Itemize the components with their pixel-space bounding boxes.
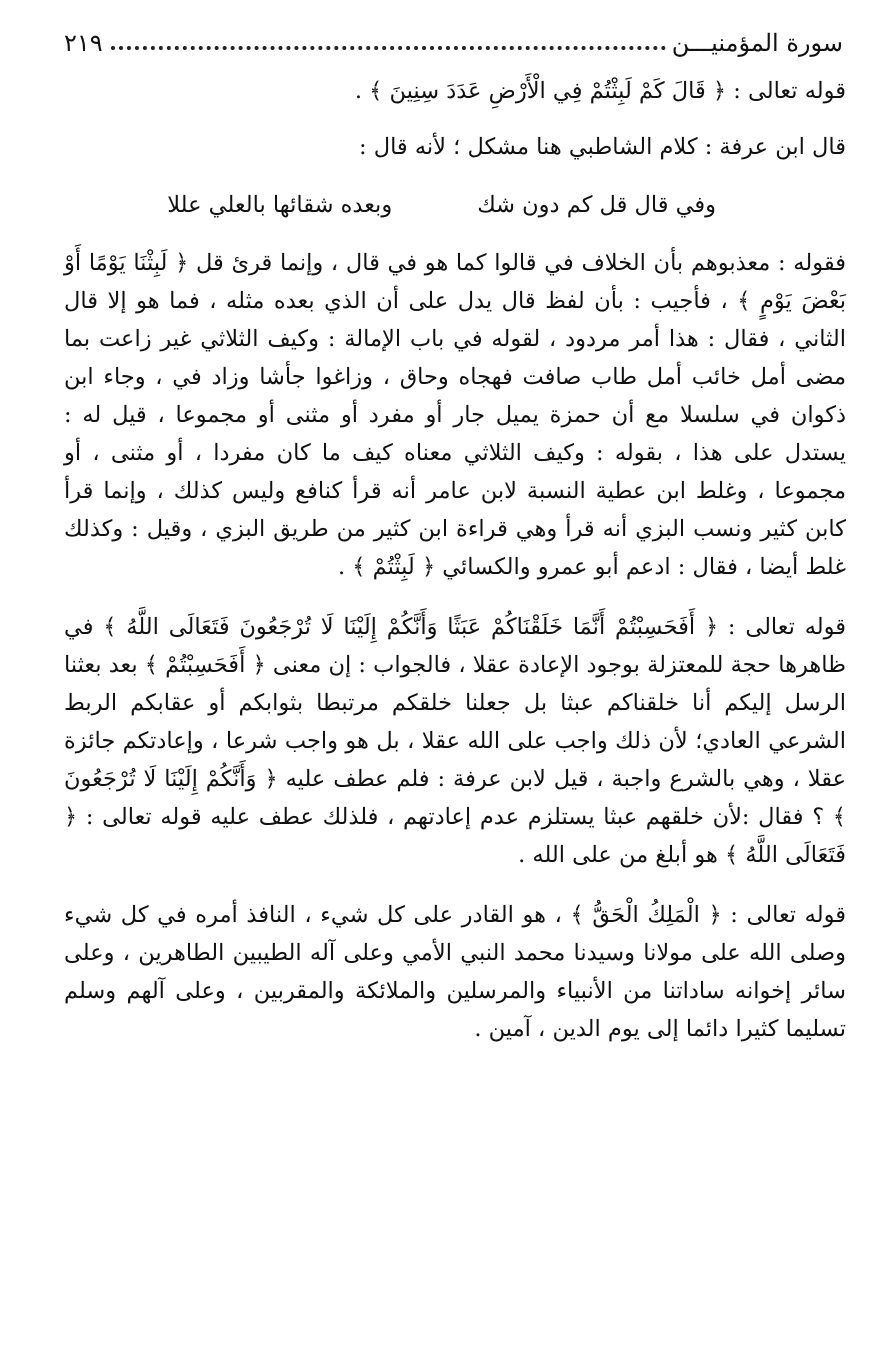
paragraph-afahasibtum: قوله تعالى : ﴿ أَفَحَسِبْتُمْ أَنَّمَا خَلَقْنَاكُمْ عَبَثًا وَأَنَّكُمْ إِلَيْنَا لَا تُرْجَعُونَ فَتَعَالَى اللَّهُ ﴾ في ظاهرها حجة للمعتزلة بوجود الإعادة عقلا ، فالجواب : إن معنى ﴿ أَفَحَسِبْتُمْ ﴾ بعد بعثنا الرسل إليكم أنا خلقناكم عبثا بل جعلنا خلقكم مرتبطا بثوابكم أو عقابكم الربط الشرعي العادي؛ لأن ذلك واجب على الله عقلا ، بل هو واجب شرعا ، وإعادتكم جائزة عقلا ، وهي بالشرع واجبة ، قيل لابن عرفة : فلم عطف عليه ﴿ وَأَنَّكُمْ إِلَيْنَا لَا تُرْجَعُونَ ﴾ ؟ فقال :لأن خلقهم عبثا يستلزم عدم إعادتهم ، فلذلك عطف عليه قوله تعالى : ﴿ فَتَعَالَى اللَّهُ ﴾ هو أبلغ من على الله . <box>64 614 846 868</box>
paragraph-commentary: فقوله : معذبوهم بأن الخلاف في قالوا كما هو في قال ، وإنما قرئ قل ﴿ لَبِثْنَا يَوْمًا أَوْ بَعْضَ يَوْمٍ ﴾ ، فأجيب : بأن لفظ قال يدل على أن الذي بعده مثله ، فما هو إلا قال الثاني ، فقال : هذا أمر مردود ، لقوله في باب الإمالة : وكيف الثلاثي غير زاعت بما مضى أمل خائب أمل طاب صافت فهجاه وحاق ، وزاغوا جأشا وزاد في ، وجاء ابن ذكوان في سلسلا مع أن حمزة يميل جار أو مفرد أو مثنى أو مجموعا ، قيل له : يستدل على هذا ، بقوله : وكيف الثلاثي معناه كيف ما كان مفردا ، أو مثنى ، أو مجموعا ، وغلط ابن عطية النسبة لابن عامر أنه قرأ كنافع وليس كذلك ، وإنما قرأ كابن كثير ونسب البزي أنه قرأ وهي قراءة ابن كثير من طريق البزي ، وقيل : وكذلك غلط أيضا ، فقال : ادعم أبو عمرو والكسائي ﴿ لَبِثْتُمْ ﴾ . <box>64 250 846 580</box>
spacer <box>64 224 846 244</box>
spacer <box>64 110 846 128</box>
paragraph-ibn-arafa: قال ابن عرفة : كلام الشاطبي هنا مشكل ؛ لأنه قال : <box>358 134 846 160</box>
dotted-leader <box>111 46 666 50</box>
poem-hemistich-first: وفي قال قل كم دون شك <box>477 192 716 218</box>
spacer <box>64 874 846 896</box>
spacer <box>64 166 846 186</box>
paragraph-verse-intro: قوله تعالى : ﴿ قَالَ كَمْ لَبِثْتُمْ فِي الْأَرْضِ عَدَدَ سِنِينَ ﴾ . <box>354 78 846 104</box>
poem-verse <box>64 186 846 224</box>
page-body <box>64 72 846 1048</box>
page-number: ٢١٩ <box>64 29 103 57</box>
paragraph-closing: قوله تعالى : ﴿ الْمَلِكُ الْحَقُّ ﴾ ، هو القادر على كل شيء ، النافذ أمره في كل شيء وصلى الله على مولانا وسيدنا محمد النبي الأمي وعلى آله الطيبين الطاهرين ، وعلى سائر إخوانه ساداتنا من الأنبياء والمرسلين والملائكة والمقربين ، وعلى آلهم وسلم تسليما كثيرا دائما إلى يوم الدين ، آمين . <box>64 902 846 1042</box>
spacer <box>64 586 846 608</box>
running-header <box>64 28 843 58</box>
poem-hemistich-second: وبعده شقائها بالعلي عللا <box>167 192 393 218</box>
surah-title: سورة المؤمنيـــن <box>671 29 843 57</box>
